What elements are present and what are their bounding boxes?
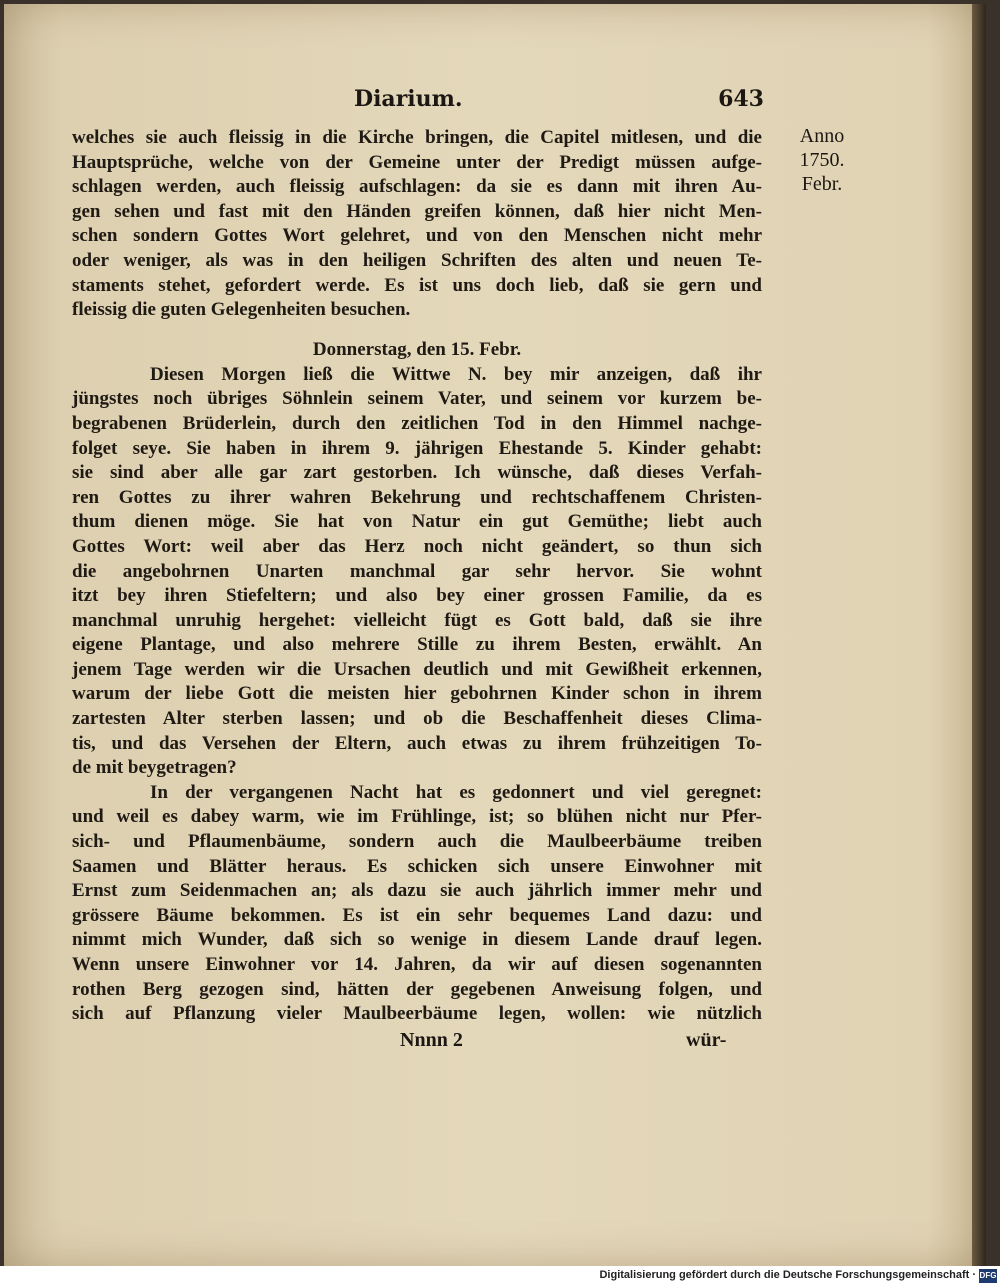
text-line: Hauptsprüche, welche von der Gemeine unter der Predigt müssen aufge- bbox=[72, 151, 762, 173]
text-line: folget seye. Sie haben in ihrem 9. jährigen Ehestande 5. Kinder gehabt: bbox=[72, 437, 762, 459]
text-line: ren Gottes zu ihrer wahren Bekehrung und rechtschaffenem Christen- bbox=[72, 486, 762, 508]
text-line: staments stehet, gefordert werde. Es ist uns doch lieb, daß sie gern und bbox=[72, 274, 762, 296]
running-title: Diarium. bbox=[354, 86, 463, 112]
continued-paragraph bbox=[72, 126, 762, 323]
margin-note-month: Febr. bbox=[801, 173, 843, 195]
text-line: sich- und Pflaumenbäume, sondern auch die Maulbeerbäume treiben bbox=[72, 831, 762, 853]
text-line: gen sehen und fast mit den Händen greifen können, daß hier nicht Men- bbox=[72, 200, 762, 222]
text-line: rothen Berg gezogen sind, hätten der gegebenen Anweisung folgen, und bbox=[72, 978, 762, 1000]
text-line: nimmt mich Wunder, daß sich so wenige in diesem Lande drauf legen. bbox=[72, 929, 762, 951]
entry-heading: Donnerstag, den 15. Febr. bbox=[312, 338, 522, 360]
dfg-logo-icon: DFG bbox=[979, 1269, 997, 1283]
text-line: Ernst zum Seidenmachen an; als dazu sie auch jährlich immer mehr und bbox=[72, 880, 762, 902]
text-line: die angebohrnen Unarten manchmal gar sehr hervor. Sie wohnt bbox=[72, 560, 762, 582]
page-number: 643 bbox=[718, 86, 764, 112]
text-line: und weil es dabey warm, wie im Frühlinge, ist; so blühen nicht nur Pfer- bbox=[72, 806, 762, 828]
text-line: tis, und das Versehen der Eltern, auch etwas zu ihrem frühzeitigen To- bbox=[72, 732, 762, 754]
text-line: In der vergangenen Nacht hat es gedonnert und viel geregnet: bbox=[150, 781, 762, 803]
text-line: thum dienen möge. Sie hat von Natur ein gut Gemüthe; liebt auch bbox=[72, 511, 762, 533]
paragraph-widow-news bbox=[72, 363, 762, 781]
text-line: de mit beygetragen? bbox=[72, 757, 237, 779]
text-line: schen sondern Gottes Wort gelehret, und von den Menschen nicht mehr bbox=[72, 225, 762, 247]
margin-note-year: 1750. bbox=[799, 149, 845, 171]
text-line: Gottes Wort: weil aber das Herz noch nicht geändert, so thun sich bbox=[72, 535, 762, 557]
funding-credit: Digitalisierung gefördert durch die Deutsche Forschungsgemeinschaft · bbox=[599, 1269, 976, 1281]
main-text bbox=[72, 126, 762, 1027]
paragraph-weather bbox=[72, 781, 762, 1027]
text-line: jüngstes noch übriges Söhnlein seinem Vater, und seinem vor kurzem be- bbox=[72, 388, 762, 410]
text-line: grössere Bäume bekommen. Es ist ein sehr bequemes Land dazu: und bbox=[72, 904, 762, 926]
text-line: welches sie auch fleissig in die Kirche bringen, die Capitel mitlesen, und die bbox=[72, 127, 762, 148]
text-line: oder weniger, als was in den heiligen Schriften des alten und neuen Te- bbox=[72, 249, 762, 271]
text-line: Saamen und Blätter heraus. Es schicken sich unsere Einwohner mit bbox=[72, 855, 762, 877]
text-line: schlagen werden, auch fleissig aufschlagen: da sie es dann mit ihren Au- bbox=[72, 176, 762, 198]
catchword: wür- bbox=[686, 1029, 727, 1051]
margin-note bbox=[787, 124, 857, 196]
text-line: itzt bey ihren Stiefeltern; und also bey einer grossen Familie, da es bbox=[72, 585, 762, 607]
margin-note-year-label: Anno bbox=[799, 125, 845, 147]
book-page bbox=[4, 4, 986, 1266]
text-line: eigene Plantage, und also mehrere Stille zu ihrem Besten, erwählt. An bbox=[72, 634, 762, 656]
text-line: warum der liebe Gott die meisten hier gebohrnen Kinder schon in ihrem bbox=[72, 683, 762, 705]
page-header bbox=[354, 86, 764, 116]
text-line: Diesen Morgen ließ die Wittwe N. bey mir anzeigen, daß ihr bbox=[150, 363, 762, 385]
text-line: fleissig die guten Gelegenheiten besuchen. bbox=[72, 299, 411, 321]
text-line: manchmal unruhig hergehet: vielleicht fügt es Gott bald, daß sie ihre bbox=[72, 609, 762, 631]
credit-bar bbox=[0, 1266, 1000, 1287]
signature-mark: Nnnn 2 bbox=[400, 1029, 463, 1051]
text-line: sich auf Pflanzung vieler Maulbeerbäume legen, wollen: wie nützlich bbox=[72, 1003, 762, 1025]
book-spine bbox=[972, 4, 986, 1266]
text-line: zartesten Alter sterben lassen; und ob die Beschaffenheit dieses Clima- bbox=[72, 708, 762, 730]
text-line: jenem Tage werden wir die Ursachen deutlich und mit Gewißheit erkennen, bbox=[72, 658, 762, 680]
text-line: sie sind aber alle gar zart gestorben. Ich wünsche, daß dieses Verfah- bbox=[72, 462, 762, 484]
text-line: begrabenen Brüderlein, durch den zeitlichen Tod in den Himmel nachge- bbox=[72, 412, 762, 434]
text-line: Wenn unsere Einwohner vor 14. Jahren, da wir auf diesen sogenannten bbox=[72, 954, 762, 975]
